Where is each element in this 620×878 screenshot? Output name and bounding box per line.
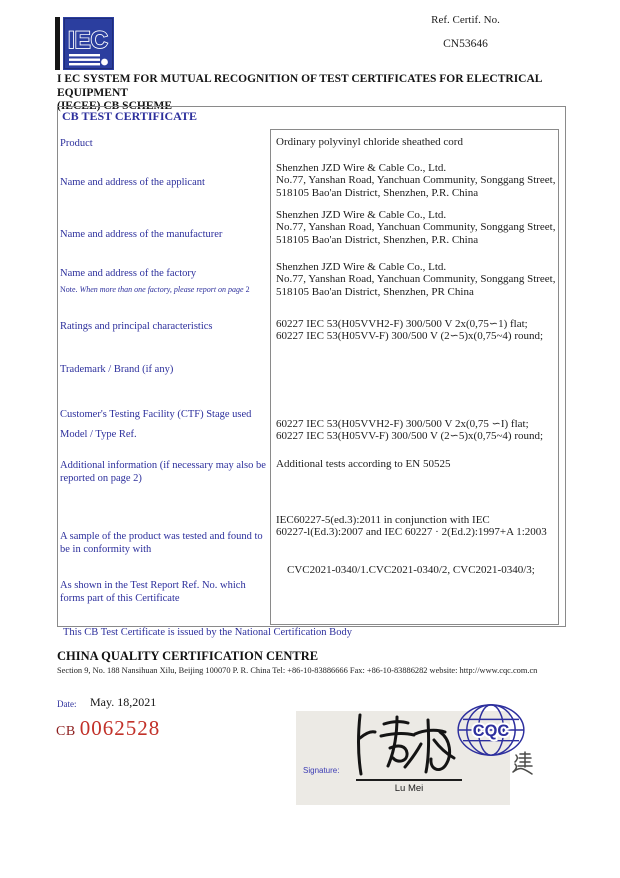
- signature-label: Signature:: [303, 766, 340, 775]
- trademark-label: Trademark / Brand (if any): [60, 364, 174, 375]
- scheme-title-line1: I EC SYSTEM FOR MUTUAL RECOGNITION OF TEST CERTIFICATES FOR ELECTRICAL EQUIPMENT: [57, 73, 542, 99]
- issued-by-line: This CB Test Certificate is issued by the National Certification Body: [63, 627, 352, 638]
- product-value: [276, 136, 463, 148]
- model-label: Model / Type Ref.: [60, 429, 137, 440]
- iec-logo-icon: [63, 17, 114, 70]
- ref-certif-number: CN53646: [443, 38, 488, 50]
- cb-prefix: CB: [56, 724, 76, 739]
- jian-stamp-icon: [511, 751, 533, 775]
- certificate-values-box: [270, 129, 559, 625]
- manufacturer-value-line: Shenzhen JZD Wire & Cable Co., Ltd.: [276, 209, 447, 221]
- test-report-value-line: CVC2021-0340/1.CVC2021-0340/2, CVC2021-0340/3;: [287, 564, 535, 576]
- test-report-label: As shown in the Test Report Ref. No. which forms part of this Certificate: [60, 580, 246, 604]
- scheme-title-line2: (IECEE) CB SCHEME: [57, 100, 173, 112]
- additional-value-line: Additional tests according to EN 50525: [276, 458, 451, 470]
- model-value-line: 60227 IEC 53(H05VVH2-F) 300/500 V 2x(0,75 ∽I) flat;: [276, 418, 529, 430]
- factory-label: Name and address of the factory: [60, 268, 197, 279]
- manufacturer-value-line: 518105 Bao'an District, Shenzhen, P.R. China: [276, 233, 479, 246]
- ref-certif-label: Ref. Certif. No.: [431, 14, 500, 26]
- factory-value-line: No.77, Yanshan Road, Yanchuan Community, Songgang Street,: [276, 273, 556, 286]
- product-label: Product: [60, 138, 93, 149]
- test-report-value: [287, 564, 535, 576]
- ratings-value: [276, 318, 543, 343]
- cqc-logo-text: CQC: [472, 721, 510, 740]
- applicant-label: Name and address of the applicant: [60, 177, 205, 188]
- ratings-value-line: 60227 IEC 53(H05VVH2-F) 300/500 V 2x(0,75∽1) flat;: [276, 318, 528, 330]
- factory-note-suffix: 2: [245, 285, 250, 294]
- factory-value: [276, 261, 555, 298]
- applicant-value-line: Shenzhen JZD Wire & Cable Co., Ltd.: [276, 162, 447, 174]
- ncb-name: CHINA QUALITY CERTIFICATION CENTRE: [57, 649, 319, 663]
- certificate-title: CB TEST CERTIFICATE: [62, 109, 197, 123]
- applicant-value: [276, 162, 555, 199]
- date-label: Date:: [57, 699, 77, 709]
- cb-certificate-number: [56, 716, 160, 741]
- conformity-value-line: IEC60227-5(ed.3):2011 in conjunction with IEC: [276, 514, 490, 526]
- additional-value: [276, 458, 450, 470]
- signatory-name: Lu Mei: [394, 783, 424, 794]
- signature-underline: [356, 779, 462, 781]
- ncb-address: Section 9, No. 188 Nansihuan Xilu, Beijing 100070 P. R. China Tel: +86-10-83886666 Fax: +86-10-83886282 website: http://www.cqc.com.cn: [57, 666, 538, 675]
- cb-number: 0062528: [79, 716, 161, 740]
- conformity-value-line: 60227-l(Ed.3):2007 and IEC 60227 · 2(Ed.2):1997+A 1:2003: [276, 526, 547, 539]
- ratings-value-line: 60227 IEC 53(H05VV-F) 300/500 V (2∽5)x(0,75~4) round;: [276, 330, 544, 343]
- handwritten-signature-icon: [350, 712, 465, 778]
- model-value: [276, 418, 543, 443]
- factory-note-italic: When more than one factory, please report on page: [77, 285, 246, 294]
- conformity-label: A sample of the product was tested and found to be in conformity with: [60, 531, 263, 555]
- ratings-label: Ratings and principal characteristics: [60, 321, 213, 332]
- ctf-label: Customer's Testing Facility (CTF) Stage used: [60, 409, 252, 420]
- factory-note: [60, 284, 250, 297]
- manufacturer-value: [276, 209, 555, 246]
- factory-value-line: Shenzhen JZD Wire & Cable Co., Ltd.: [276, 261, 447, 273]
- manufacturer-label: Name and address of the manufacturer: [60, 229, 223, 240]
- date-value: May. 18,2021: [90, 695, 157, 709]
- product-value-line: Ordinary polyvinyl chloride sheathed cord: [276, 136, 463, 148]
- applicant-value-line: 518105 Bao'an District, Shenzhen, P.R. China: [276, 186, 479, 199]
- factory-note-prefix: Note.: [60, 285, 78, 294]
- applicant-value-line: No.77, Yanshan Road, Yanchuan Community, Songgang Street,: [276, 174, 556, 187]
- additional-label: Additional information (if necessary may also be reported on page 2): [60, 460, 266, 484]
- factory-value-line: 518105 Bao'an District, Shenzhen, PR China: [276, 285, 474, 298]
- iec-logo-text: IEC: [67, 27, 109, 54]
- model-value-line: 60227 IEC 53(H05VV-F) 300/500 V (2∽5)x(0,75~4) round;: [276, 430, 544, 443]
- manufacturer-value-line: No.77, Yanshan Road, Yanchuan Community, Songgang Street,: [276, 221, 556, 234]
- conformity-value: [276, 514, 547, 539]
- logo-left-bar: [55, 17, 60, 70]
